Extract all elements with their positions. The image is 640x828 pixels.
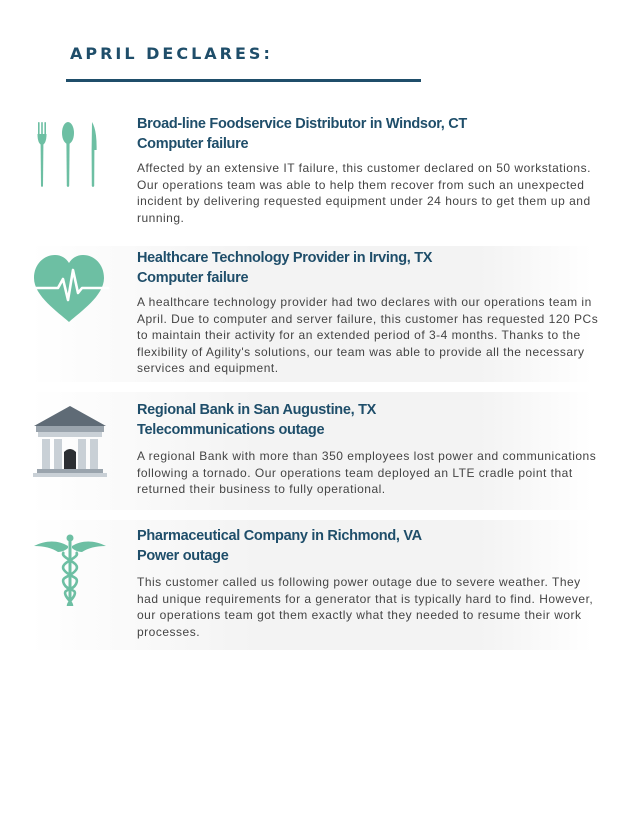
caduceus-icon — [28, 532, 112, 612]
case-subheading: Telecommunications outage — [137, 422, 325, 438]
case-heading: Healthcare Technology Provider in Irving, TX — [137, 250, 433, 266]
heart-pulse-icon — [28, 250, 112, 330]
case-description: A regional Bank with more than 350 employees lost power and communications following a tornado. Our operations team deployed an LTE cradle point that returned their business to fully operational. — [137, 449, 597, 496]
title-divider — [66, 79, 421, 82]
page-title: APRIL DECLARES: — [70, 44, 273, 63]
case-heading: Broad-line Foodservice Distributor in Windsor, CT — [137, 116, 467, 132]
case-description: A healthcare technology provider had two declares with our operations team in April. Due to computer and server failure, this customer has requested 120 PCs to maintain their activity for an extended period of 3-4 months. Thanks to the flexibility of Agility's solutions, our team was able to provide all the necessary services and equipment. — [137, 295, 599, 375]
case-subheading: Power outage — [137, 548, 229, 564]
case-heading: Pharmaceutical Company in Richmond, VA — [137, 528, 422, 544]
case-heading: Regional Bank in San Augustine, TX — [137, 402, 377, 418]
utensils-icon — [28, 120, 112, 200]
case-subheading: Computer failure — [137, 136, 249, 152]
case-description: Affected by an extensive IT failure, this customer declared on 50 workstations. Our operations team was able to help them recover from such an unexpected incident by delivering requested equipment under 24 hours to get them up and running. — [137, 161, 591, 225]
case-description: This customer called us following power outage due to severe weather. They had unique requirements for a generator that is typically hard to find. However, our operations team got them exactly what they needed to resume their work processes. — [137, 575, 594, 639]
case-subheading: Computer failure — [137, 270, 249, 286]
bank-building-icon — [28, 404, 112, 484]
